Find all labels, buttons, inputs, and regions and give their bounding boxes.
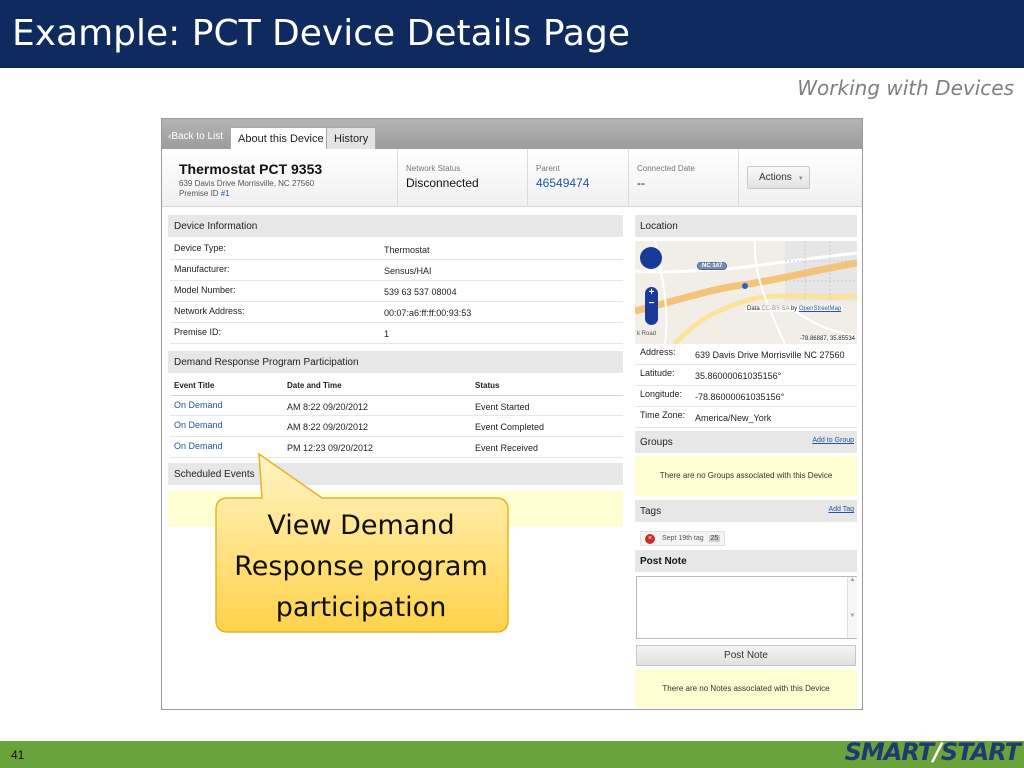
- info-row: [170, 260, 623, 281]
- remove-tag-icon[interactable]: ×: [645, 534, 655, 544]
- map-zoom-control[interactable]: + −: [645, 287, 658, 325]
- location-value: 639 Davis Drive Morrisville NC 27560: [695, 350, 845, 360]
- event-datetime: PM 12:23 09/20/2012: [287, 443, 374, 453]
- event-title-link[interactable]: On Demand: [174, 420, 223, 430]
- column-header-status: Status: [475, 381, 500, 390]
- callout-line: View Demand: [267, 510, 455, 541]
- location-value: -78.86000061035156°: [695, 392, 785, 402]
- note-scrollbar[interactable]: ▲ ▼: [847, 577, 857, 638]
- device-information-header: Device Information: [168, 215, 623, 237]
- location-row: [635, 365, 857, 386]
- groups-header: [635, 431, 857, 453]
- event-datetime: AM 8:22 09/20/2012: [287, 402, 369, 412]
- location-map[interactable]: [635, 241, 857, 344]
- info-value: 1: [384, 329, 390, 339]
- info-label: Manufacturer:: [174, 264, 230, 274]
- info-row: [170, 239, 623, 260]
- smartstart-logo: [845, 738, 1020, 766]
- location-row: [635, 344, 857, 365]
- note-textarea[interactable]: [636, 576, 857, 639]
- notes-empty-message: There are no Notes associated with this Device: [635, 670, 857, 708]
- actions-cell: [738, 149, 862, 206]
- event-status: Event Started: [475, 402, 530, 412]
- location-row: [635, 407, 857, 428]
- info-row: [170, 323, 623, 344]
- device-header: [162, 149, 862, 207]
- info-row: [170, 281, 623, 302]
- tab-bar: [162, 119, 862, 149]
- event-status: Event Completed: [475, 422, 545, 432]
- callout-line: Response program: [234, 551, 488, 582]
- parent-label: Parent: [536, 164, 560, 173]
- page-number: 41: [11, 748, 25, 762]
- map-tiles: [635, 241, 857, 344]
- callout-text: [213, 505, 509, 628]
- tag-name[interactable]: Sept 19th tag: [662, 535, 704, 542]
- post-note-button[interactable]: Post Note: [636, 645, 856, 666]
- info-label: Network Address:: [174, 306, 245, 316]
- slide-footer: [0, 738, 1024, 768]
- info-row: [170, 302, 623, 323]
- table-row: [170, 395, 623, 416]
- tab-about-device[interactable]: About this Device: [230, 127, 332, 150]
- tag-chip: [640, 531, 725, 546]
- location-label: Longitude:: [640, 389, 683, 399]
- location-value: 35.86000061035156°: [695, 371, 782, 381]
- event-title-link[interactable]: On Demand: [174, 441, 223, 451]
- tag-count: 25: [710, 535, 719, 542]
- logo-left: SMART: [844, 738, 934, 766]
- map-road-label-2: k Road: [637, 331, 657, 337]
- openstreetmap-link[interactable]: OpenStreetMap: [798, 306, 842, 312]
- premise-link[interactable]: #1: [220, 189, 230, 198]
- connected-date-cell: [628, 149, 738, 206]
- location-header: Location: [635, 215, 857, 237]
- info-value: Thermostat: [384, 245, 430, 255]
- slide-header: [0, 0, 1024, 68]
- location-label: Latitude:: [640, 368, 675, 378]
- actions-label: Actions: [759, 172, 792, 183]
- map-road-label: NC 147: [697, 262, 727, 270]
- logo-right: START: [940, 738, 1020, 766]
- tags-title: Tags: [640, 506, 662, 517]
- slide-title: Example: PCT Device Details Page: [12, 13, 630, 54]
- location-label: Time Zone:: [640, 410, 686, 420]
- info-value: 00:07:a6:ff:ff:00:93:53: [384, 308, 472, 318]
- info-label: Premise ID:: [174, 327, 222, 337]
- back-to-list-link[interactable]: ‹Back to List: [168, 131, 224, 142]
- info-label: Device Type:: [174, 243, 226, 253]
- slide-subtitle: Working with Devices: [797, 76, 1014, 100]
- add-to-group-link[interactable]: Add to Group: [812, 437, 854, 444]
- add-tag-link[interactable]: Add Tag: [828, 506, 854, 513]
- network-status-label: Network Status: [406, 164, 461, 173]
- actions-button[interactable]: [747, 166, 810, 189]
- chevron-down-icon: ▼: [797, 176, 804, 182]
- info-value: 539 63 537 08004: [384, 287, 457, 297]
- groups-title: Groups: [640, 437, 673, 448]
- groups-empty-message: There are no Groups associated with this Device: [635, 456, 857, 496]
- connected-date-value: --: [637, 176, 645, 190]
- map-attribution-by: by: [790, 306, 798, 312]
- device-name: Thermostat PCT 9353: [179, 161, 323, 177]
- column-header-date-time: Date and Time: [287, 381, 342, 390]
- network-status-value: Disconnected: [406, 176, 479, 190]
- location-value: America/New_York: [695, 413, 772, 423]
- info-label: Model Number:: [174, 285, 236, 295]
- post-note-header: Post Note: [635, 550, 857, 572]
- map-attribution-text: Data: [747, 306, 760, 312]
- map-attribution: [745, 306, 843, 312]
- location-label: Address:: [640, 347, 676, 357]
- scheduled-events-header: Scheduled Events: [168, 463, 623, 485]
- demand-response-header: Demand Response Program Participation: [168, 351, 623, 373]
- device-premise: [179, 189, 230, 198]
- connected-date-label: Connected Date: [637, 164, 695, 173]
- tags-header: [635, 500, 857, 522]
- map-coordinates: -78.86887, 35.85534: [799, 336, 855, 342]
- parent-link[interactable]: 46549474: [536, 176, 590, 190]
- event-datetime: AM 8:22 09/20/2012: [287, 422, 369, 432]
- table-row: [170, 416, 623, 437]
- info-value: Sensus/HAI: [384, 266, 432, 276]
- map-pan-control[interactable]: [640, 247, 662, 269]
- flag-icon: /: [933, 738, 941, 766]
- location-row: [635, 386, 857, 407]
- parent-cell: [527, 149, 627, 206]
- network-status-cell: [397, 149, 527, 206]
- callout-line: participation: [275, 592, 447, 623]
- device-address: 639 Davis Drive Morrisville, NC 27560: [179, 179, 315, 188]
- premise-label: Premise ID: [179, 189, 219, 198]
- map-license: CC-BY-SA: [761, 306, 790, 312]
- column-header-event-title: Event Title: [174, 381, 215, 390]
- event-status: Event Received: [475, 443, 539, 453]
- tab-history[interactable]: History: [326, 127, 376, 150]
- event-title-link[interactable]: On Demand: [174, 400, 223, 410]
